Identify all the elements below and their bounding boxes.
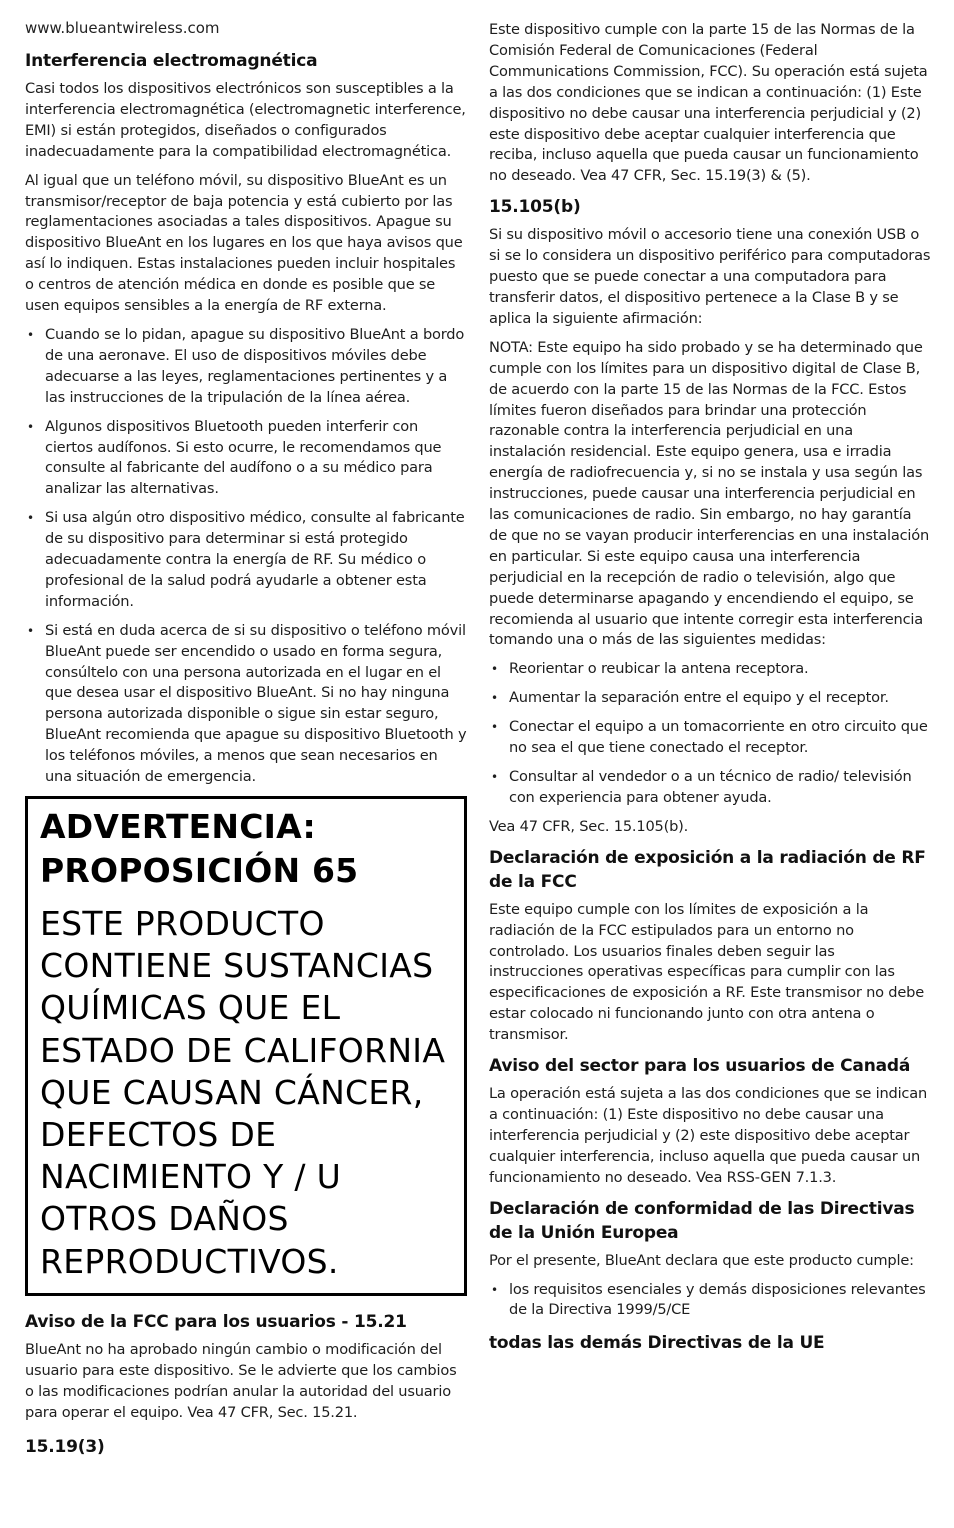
- list-item: • Reorientar o reubicar la antena receptora.: [489, 659, 931, 680]
- list-item: • los requisitos esenciales y demás disposiciones relevantes de la Directiva 1999/5/CE: [489, 1280, 931, 1322]
- rf-exposure-heading: Declaración de exposición a la radiación de RF de la FCC: [489, 847, 926, 892]
- eu-bullet-list: [489, 1280, 931, 1322]
- section-1519-paragraph: Este dispositivo cumple con la parte 15 de las Normas de la Comisión Federal de Comunicaciones (Federal Communications Commission, FCC). Su operación está sujeta a las dos condiciones que se indican a continuación: (1) Este dispositivo no debe causar una interferencia perjudicial y (2) este dispositivo debe aceptar cualquier interferencia que reciba, incluso aquella que pueda causar un funcionamiento no deseado. Vea 47 CFR, Sec. 15.19(3) & (5).: [489, 21, 928, 185]
- right-column: [489, 20, 931, 1361]
- list-item: • Consultar al vendedor o a un técnico de radio/ televisión con experiencia para obtener ayuda.: [489, 767, 931, 809]
- fcc-notice-heading: Aviso de la FCC para los usuarios - 15.21: [25, 1311, 407, 1332]
- emi-paragraph-2: Al igual que un teléfono móvil, su dispositivo BlueAnt es un transmisor/receptor de baja potencia y está cubierto por las reglamentaciones asociadas a tales dispositivos. Apague su dispositivo BlueAnt en los lugares en los que haya avisos que así lo indiquen. Estas instalaciones pueden incluir hospitales o centros de atención médica en donde es posible que se usen equipos sensibles a la energía de RF externa.: [25, 171, 463, 315]
- eu-declaration-paragraph: Por el presente, BlueAnt declara que este producto cumple:: [489, 1251, 914, 1269]
- fcc-notice-paragraph: BlueAnt no ha aprobado ningún cambio o modificación del usuario para este dispositivo. Se le advierte que los cambios o las modificaciones podrían anular la autoridad del usuario para operar el equipo. Vea 47 CFR, Sec. 15.21.: [25, 1340, 457, 1421]
- emi-bullet-list: [25, 325, 467, 788]
- section-15105-reference: Vea 47 CFR, Sec. 15.105(b).: [489, 817, 689, 835]
- emi-paragraph-1: Casi todos los dispositivos electrónicos son susceptibles a la interferencia electromagnética (electromagnetic interference, EMI) si están protegidos, diseñados o configurados inadecuadamente para la compatibilidad electromagnética.: [25, 80, 466, 160]
- rf-exposure-paragraph: Este equipo cumple con los límites de exposición a la radiación de la FCC estipulados para un entorno no controlado. Los usuarios finales deben seguir las instrucciones operativas específicas para cumplir con las especificaciones de exposición a RF. Este transmisor no debe estar colocado ni funcionando junto con otra antena o transmisor.: [489, 900, 924, 1044]
- list-item: • Si usa algún otro dispositivo médico, consulte al fabricante de su dispositivo para determinar si está protegido adecuadamente contra la energía de RF. Su médico o profesional de la salud podrá ayudarle a obtener esta información.: [25, 508, 467, 613]
- warning-title-line-1: ADVERTENCIA:: [40, 807, 316, 846]
- eu-other-directives-heading: todas las demás Directivas de la UE: [489, 1333, 825, 1354]
- eu-declaration-heading: Declaración de conformidad de las Directivas de la Unión Europea: [489, 1198, 915, 1243]
- left-column: [25, 18, 467, 1465]
- canada-notice-heading: Aviso del sector para los usuarios de Canadá: [489, 1056, 911, 1077]
- section-15105-bullet-list: [489, 659, 931, 808]
- canada-notice-paragraph: La operación está sujeta a las dos condiciones que se indican a continuación: (1) Este dispositivo no debe causar una interferencia perjudicial y (2) este dispositivo debe aceptar cualquier interferencia, incluso aquella que pueda causar un funcionamiento no deseado. Vea RSS-GEN 7.1.3.: [489, 1085, 928, 1186]
- section-15105-paragraph-2: NOTA: Este equipo ha sido probado y se ha determinado que cumple con los límites para un dispositivo digital de Clase B, de acuerdo con la parte 15 de las Normas de la FCC. Estos límites fueron diseñados para brindar una protección razonable contra la interferencia perjudicial en una instalación residencial. Este equipo genera, usa e irradia energía de radiofrecuencia y, si no se instala y usa según las instrucciones, puede causar una interferencia perjudicial en las comunicaciones de radio. Sin embargo, no hay garantía de que no se vayan producir interferencias en una instalación en particular. Si este equipo causa una interferencia perjudicial en la recepción de radio o televisión, algo que puede determinarse apagando y encendiendo el equipo, se recomienda al usuario que intente corregir esta interferencia tomando una o más de las siguientes medidas:: [489, 338, 930, 649]
- section-15105-heading: 15.105(b): [489, 197, 581, 218]
- list-item: • Aumentar la separación entre el equipo y el receptor.: [489, 688, 931, 709]
- warning-body: ESTE PRODUCTO CONTIENE SUSTANCIAS QUÍMICAS QUE EL ESTADO DE CALIFORNIA QUE CAUSAN CÁNCER, DEFECTOS DE NACIMIENTO Y / U OTROS DAÑOS REPRODUCTIVOS.: [40, 904, 446, 1281]
- section-15105-paragraph-1: Si su dispositivo móvil o accesorio tiene una conexión USB o si se lo considera un dispositivo periférico para computadoras puesto que se puede conectar a una computadora para transferir datos, el dispositivo pertenece a la Clase B y se aplica la siguiente afirmación:: [489, 226, 931, 327]
- list-item: • Si está en duda acerca de si su dispositivo o teléfono móvil BlueAnt puede ser encendido o usado en forma segura, consúltelo con una persona autorizada en el lugar en el que desea usar el dispositivo BlueAnt. Si no hay ninguna persona autorizada disponible o sigue sin estar seguro, BlueAnt recomienda que apague su dispositivo Bluetooth y los teléfonos móviles, a menos que sean necesarios en una situación de emergencia.: [25, 621, 467, 788]
- emi-heading: Interferencia electromagnética: [25, 51, 318, 71]
- list-item: • Algunos dispositivos Bluetooth pueden interferir con ciertos audífonos. Si esto ocurre, le recomendamos que consulte al fabricante del audífono o a su médico para analizar las alternativas.: [25, 417, 467, 501]
- prop65-warning-box: [25, 796, 467, 1296]
- list-item: • Cuando se lo pidan, apague su dispositivo BlueAnt a bordo de una aeronave. El uso de dispositivos móviles debe adecuarse a las leyes, reglamentaciones pertinentes y a las instrucciones de la tripulación de la línea aérea.: [25, 325, 467, 409]
- section-1519-heading: 15.19(3): [25, 1437, 105, 1458]
- list-item: • Conectar el equipo a un tomacorriente en otro circuito que no sea el que tiene conectado el receptor.: [489, 717, 931, 759]
- website-url: www.blueantwireless.com: [25, 19, 220, 37]
- warning-title-line-2: PROPOSICIÓN 65: [40, 851, 359, 890]
